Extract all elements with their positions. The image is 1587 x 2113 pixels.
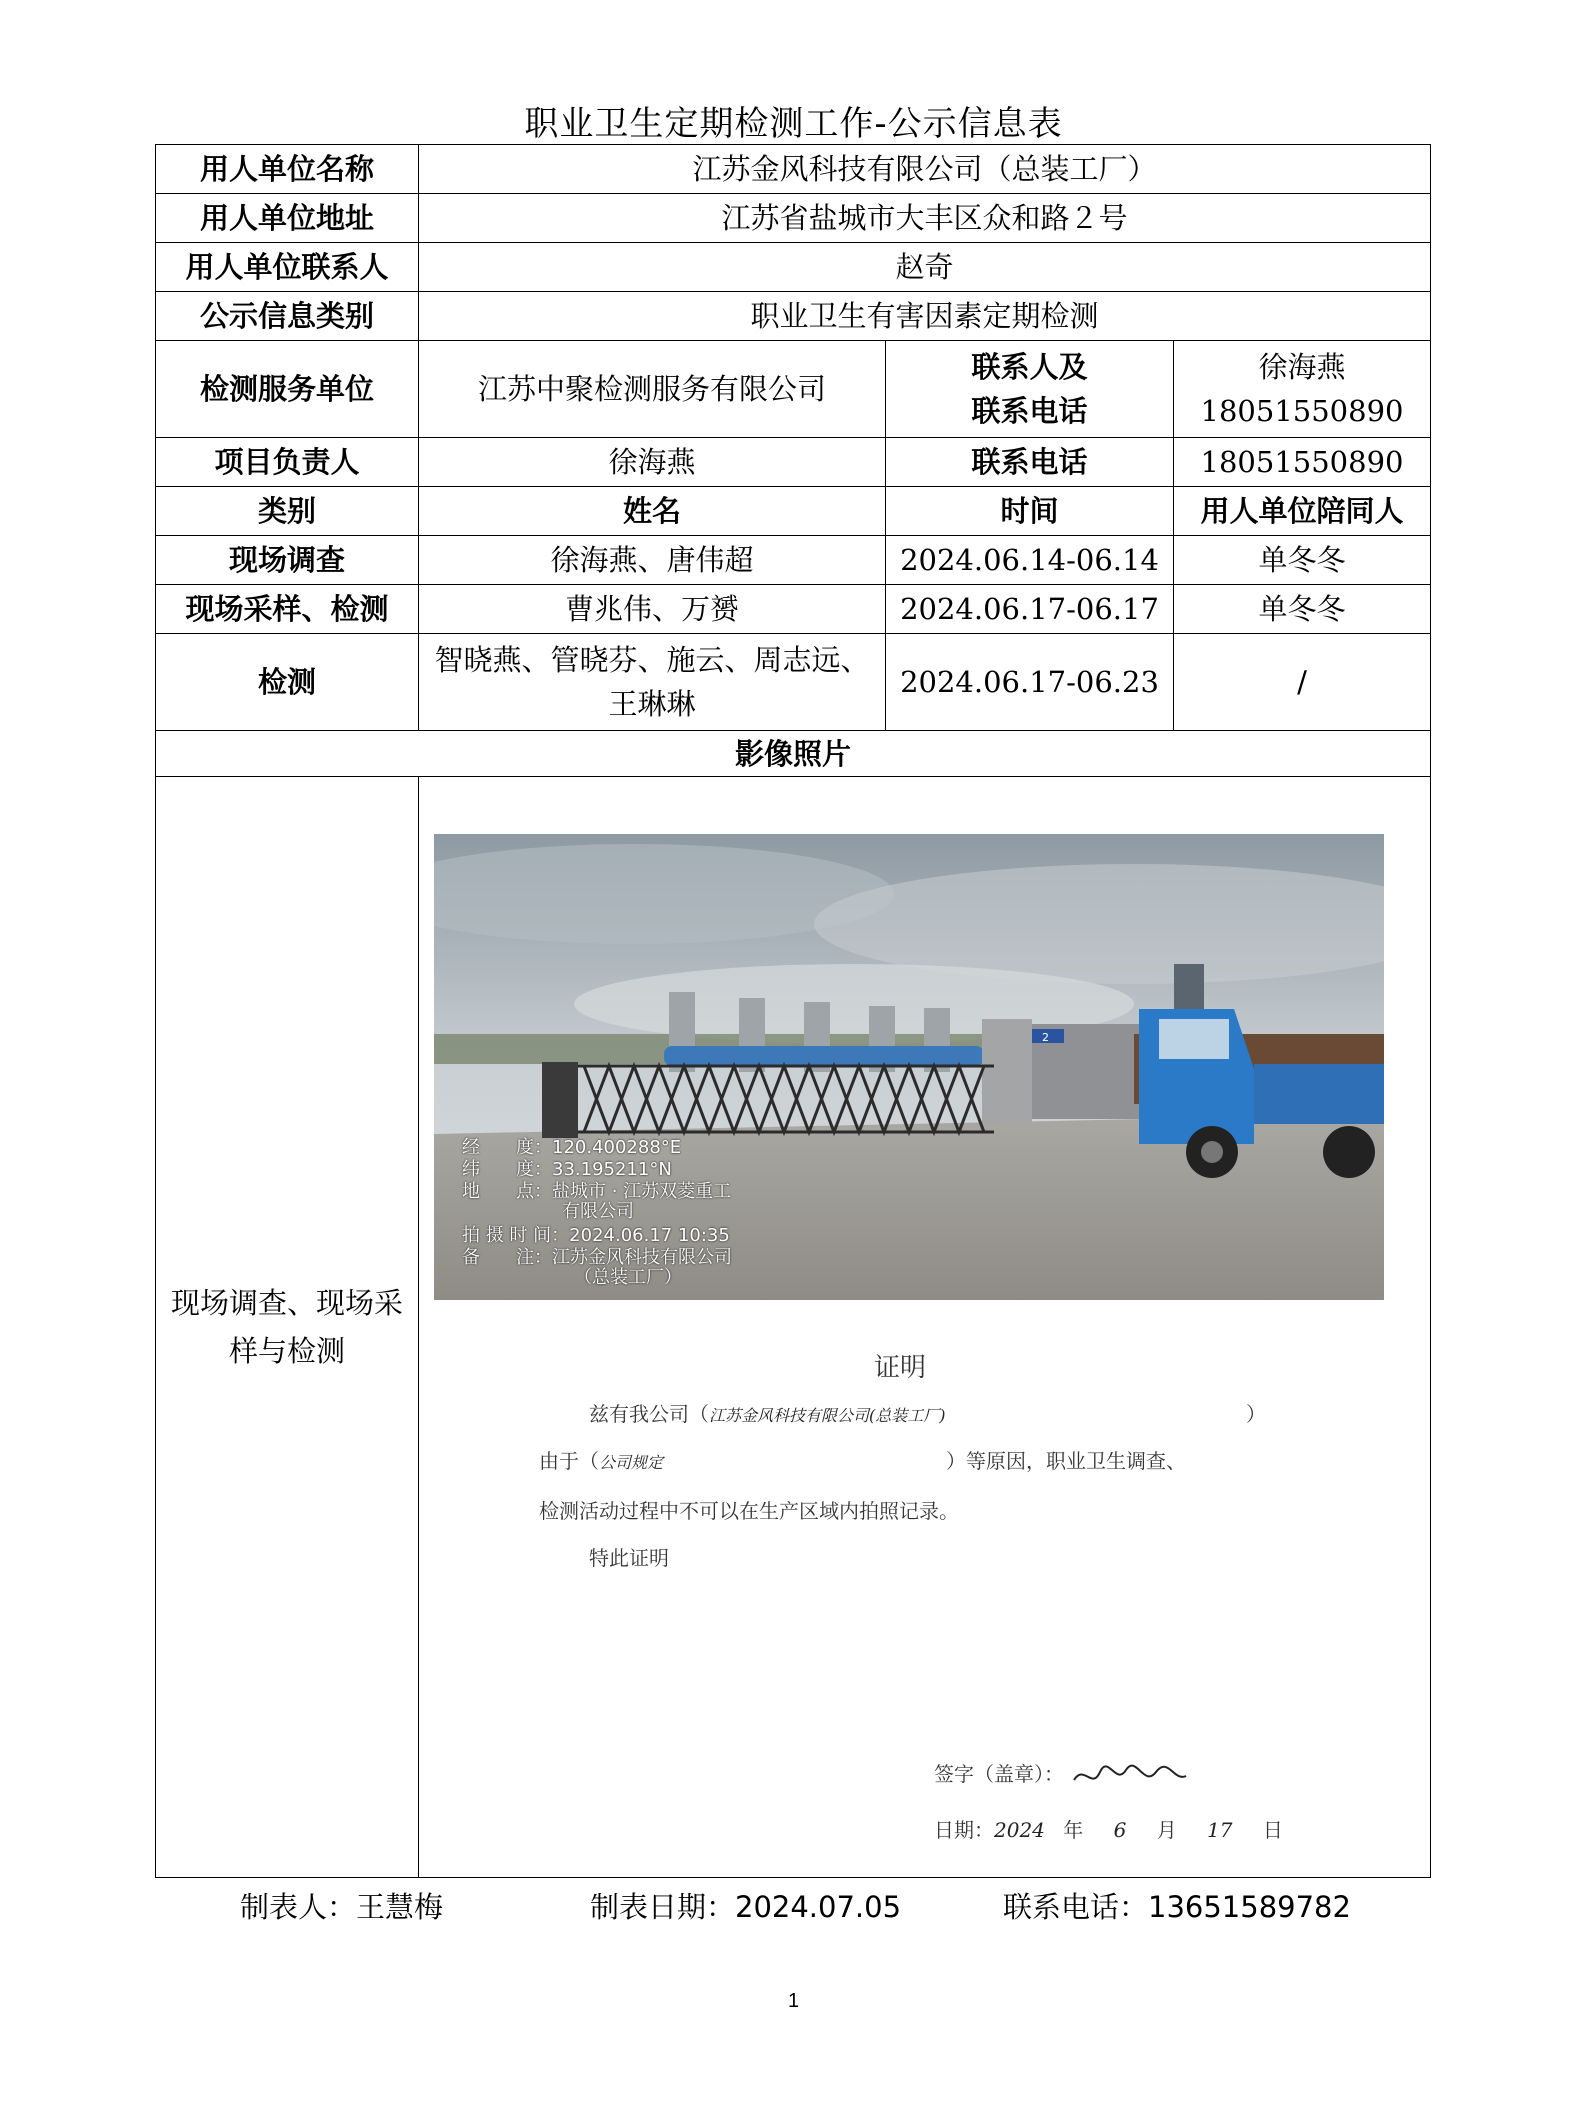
photo-place-line2: 有限公司 xyxy=(562,1201,634,1222)
service-contact-label-line1: 联系人及 xyxy=(971,350,1088,384)
service-contact-name: 徐海燕 xyxy=(1258,350,1346,384)
site-photo xyxy=(434,834,1384,1300)
certificate-line1: 兹有我公司（江苏金风科技有限公司(总装工厂) xyxy=(589,1402,946,1426)
schedule-names: 曹兆伟、万赟 xyxy=(419,585,886,634)
employer-name-label: 用人单位名称 xyxy=(156,145,419,194)
service-contact-label xyxy=(886,341,1174,438)
footer-maker: 制表人：王慧梅 xyxy=(240,1890,444,1924)
service-contact xyxy=(1174,341,1431,438)
manager-phone-label: 联系电话 xyxy=(886,438,1174,487)
certificate-line1-close: ） xyxy=(1246,1402,1266,1426)
certificate-line2: 由于（公司规定 xyxy=(539,1449,664,1473)
schedule-row xyxy=(156,634,1431,731)
service-org-label: 检测服务单位 xyxy=(156,341,419,438)
schedule-names: 徐海燕、唐伟超 xyxy=(419,536,886,585)
schedule-escort: / xyxy=(1174,634,1431,731)
images-row-label: 现场调查、现场采样与检测 xyxy=(156,777,419,1878)
images-cell xyxy=(419,777,1431,1878)
schedule-escort: 单冬冬 xyxy=(1174,585,1431,634)
signature-mark xyxy=(1070,1760,1190,1792)
employer-contact: 赵奇 xyxy=(419,243,1431,292)
certificate-line4: 特此证明 xyxy=(589,1546,669,1570)
schedule-category: 现场调查 xyxy=(156,536,419,585)
images-section-row xyxy=(156,731,1431,777)
certificate-date: 日期：2024 年 6 月 17 日 xyxy=(934,1818,1283,1842)
certificate-sign: 签字（盖章）： xyxy=(934,1752,1190,1796)
service-org-row xyxy=(156,341,1431,438)
manager-name: 徐海燕 xyxy=(419,438,886,487)
employer-name: 江苏金风科技有限公司（总装工厂） xyxy=(419,145,1431,194)
photo-longitude: 经 度：120.400288°E xyxy=(462,1137,682,1158)
service-org: 江苏中聚检测服务有限公司 xyxy=(419,341,886,438)
images-row xyxy=(156,777,1431,1878)
certificate-line3: 检测活动过程中不可以在生产区域内拍照记录。 xyxy=(539,1499,959,1523)
schedule-escort: 单冬冬 xyxy=(1174,536,1431,585)
photo-latitude: 纬 度：33.195211°N xyxy=(462,1159,672,1180)
certificate-scan xyxy=(434,1322,1384,1842)
category-value: 职业卫生有害因素定期检测 xyxy=(419,292,1431,341)
photo-note-line2: （总装工厂） xyxy=(574,1267,682,1288)
schedule-row xyxy=(156,585,1431,634)
schedule-header-category: 类别 xyxy=(156,487,419,536)
service-contact-phone: 18051550890 xyxy=(1200,394,1404,428)
service-contact-label-line2: 联系电话 xyxy=(971,394,1088,428)
schedule-category: 检测 xyxy=(156,634,419,731)
manager-label: 项目负责人 xyxy=(156,438,419,487)
schedule-time: 2024.06.17-06.23 xyxy=(886,634,1174,731)
info-table xyxy=(155,144,1431,1878)
certificate-title: 证明 xyxy=(874,1353,927,1383)
employer-address-label: 用人单位地址 xyxy=(156,194,419,243)
category-label: 公示信息类别 xyxy=(156,292,419,341)
photo-place: 地 点：盐城市 · 江苏双菱重工 xyxy=(462,1181,732,1202)
page-number: 1 xyxy=(787,1990,800,2012)
photo-note: 备 注：江苏金风科技有限公司 xyxy=(462,1247,732,1268)
footer-phone: 联系电话：13651589782 xyxy=(1003,1890,1351,1924)
photo-time: 拍 摄 时 间：2024.06.17 10:35 xyxy=(462,1225,730,1246)
schedule-header-row xyxy=(156,487,1431,536)
schedule-time: 2024.06.17-06.17 xyxy=(886,585,1174,634)
schedule-names: 智晓燕、管晓芬、施云、周志远、王琳琳 xyxy=(419,634,886,731)
images-section-label: 影像照片 xyxy=(156,731,1431,777)
schedule-time: 2024.06.14-06.14 xyxy=(886,536,1174,585)
blue-tanks xyxy=(664,1046,984,1066)
schedule-header-names: 姓名 xyxy=(419,487,886,536)
certificate-line2-suffix: ）等原因，职业卫生调查、 xyxy=(946,1449,1186,1473)
category-row xyxy=(156,292,1431,341)
employer-contact-label: 用人单位联系人 xyxy=(156,243,419,292)
manager-row xyxy=(156,438,1431,487)
schedule-header-escort: 用人单位陪同人 xyxy=(1174,487,1431,536)
employer-address: 江苏省盐城市大丰区众和路２号 xyxy=(419,194,1431,243)
gate-number-text: 2 xyxy=(1042,1031,1049,1044)
schedule-header-time: 时间 xyxy=(886,487,1174,536)
employer-name-row xyxy=(156,145,1431,194)
manager-phone: 18051550890 xyxy=(1174,438,1431,487)
footer-date: 制表日期：2024.07.05 xyxy=(590,1890,902,1924)
schedule-category: 现场采样、检测 xyxy=(156,585,419,634)
employer-address-row xyxy=(156,194,1431,243)
employer-contact-row xyxy=(156,243,1431,292)
page-title: 职业卫生定期检测工作-公示信息表 xyxy=(524,104,1063,144)
schedule-row xyxy=(156,536,1431,585)
